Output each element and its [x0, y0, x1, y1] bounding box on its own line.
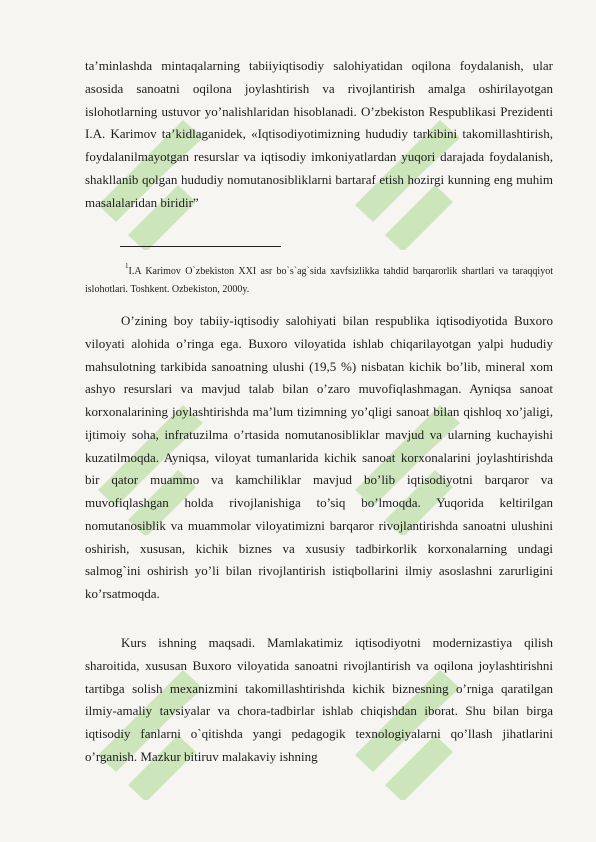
footnote [85, 263, 553, 299]
paragraph-bukhara: O’zining boy tabiiy-iqtisodiy salohiyati bilan respublika iqtisodiyotida Buxoro viloyati alohida o’ringa ega. Buxoro viloyatida ishlab chiqarilayotgan yalpi hududiy mahsulotning tarkibida sanoatning ulushi (19,5 %) nisbatan kichik bo’lib, mineral xom ashyo resurslari va mavjud talab bilan o’zaro muvofiqlashmagan. Ayniqsa sanoat korxonalarining joylashtirishda ma’lum tizimning yo’qligi sanoat bilan qishloq xo’jaligi, ijtimoiy soha, infratuzilma o’rtasida nomutanosibliklar mavjud va ularning kuchayishi kuzatilmoqda. Ayniqsa, viloyat tumanlarida kichik sanoat korxonalarini joylashtirishda bir qator muammo va kamchiliklar mavjud bo’lib iqtisodiyotni barqaror va muvofiqlashgan holda rivojlanishiga to’siq bo’lmoqda. Yuqorida keltirilgan nomutanosiblik va muammolar viloyatimizni barqaror rivojlantirishda sanoatni ulushini oshirish, xususan, kichik biznes va xususiy tadbirkorlik korxonalarning undagi salmog`ini oshirish yo’li bilan rivojlantirish istiqbollarini ilmiy asoslashni zarurligini ko’rsatmoqda. [85, 313, 553, 601]
paragraph-intro: ta’minlashda mintaqalarning tabiiyiqtisodiy salohiyatidan oqilona foydalanish, ular asosida sanoatni oqilona joylashtirish va rivojlantirish amalga oshirilayotgan islohotlarning ustuvor yo’nalishlaridan hisoblanadi. O’zbekiston Respublikasi Prezidenti I.A. Karimov ta’kidlaganidek, «Iqtisodiyotimizning hududiy tarkibini takomillashtirish, foydalanilmayotgan resurslar va iqtisodiy imkoniyatlardan yuqori darajada foydalanish, shakllanib qolgan hududiy nomutanosibliklarni bartaraf etish hozirgi kunning eng muhim masalalaridan biridir” [85, 58, 553, 210]
footnote-separator [120, 246, 281, 247]
footnote-marker: 1 [125, 262, 129, 270]
paragraph-course-goal: Kurs ishning maqsadi. Mamlakatimiz iqtisodiyotni modernizastiya qilish sharoitida, xususan Buxoro viloyatida sanoatni rivojlantirish va oqilona joylashtirishni tartibga solish mexanizmini takomillashtirishda kichik biznesning o’rniga qaratilgan ilmiy-amaliy tavsiyalar va chora-tadbirlar ishlab chiqishdan iborat. Shu bilan birga iqtisodiy fanlarni o`qitishda yangi pedagogik texnologiyalarni qo’llash jihatlarini o’rganish. Mazkur bitiruv malakaviy ishning [85, 635, 553, 764]
footnote-text: I.A Karimov O`zbekiston XXI asr bo`s`ag`sida xavfsizlikka tahdid barqarorlik shartlari va taraqqiyot islohotlari. Toshkent. Ozbekiston, 2000y. [85, 266, 553, 295]
